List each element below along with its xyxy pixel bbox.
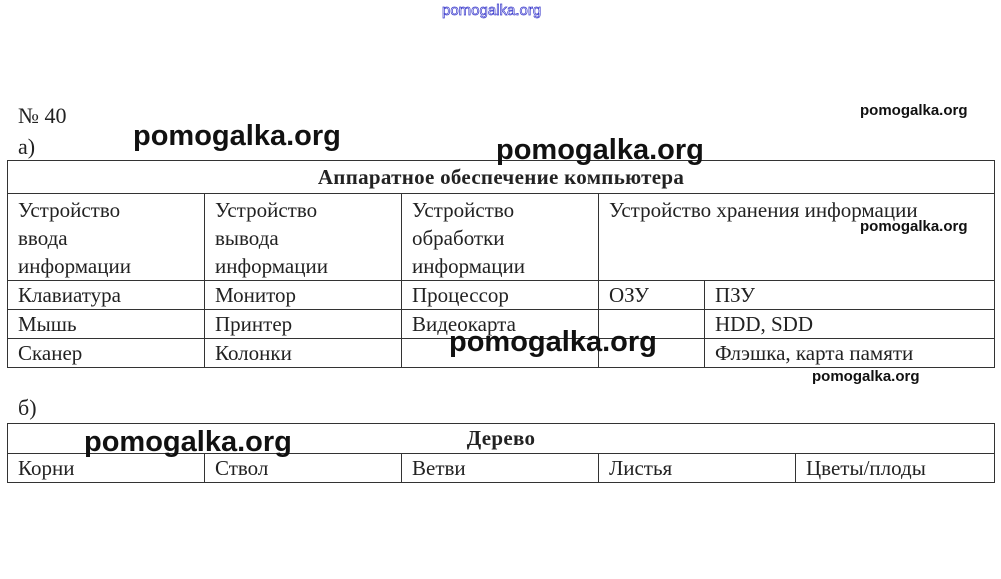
header-output-devices: Устройство вывода информации xyxy=(205,194,402,281)
task-number: № 40 xyxy=(18,103,67,128)
table-cell: Ствол xyxy=(205,454,402,483)
part-b-label: б) xyxy=(18,395,37,420)
top-watermark: pomogalka.org xyxy=(442,2,542,19)
table-cell: Корни xyxy=(8,454,205,483)
table-cell: Принтер xyxy=(205,310,402,339)
table-cell: Процессор xyxy=(402,281,599,310)
watermark: pomogalka.org xyxy=(449,326,657,358)
watermark: pomogalka.org xyxy=(860,218,968,235)
table-cell: Цветы/плоды xyxy=(796,454,995,483)
table-cell: Ветви xyxy=(402,454,599,483)
header-processing-devices: Устройство обработки информации xyxy=(402,194,599,281)
table-cell: Колонки xyxy=(205,339,402,368)
table-cell: Листья xyxy=(599,454,796,483)
hardware-table-title: Аппаратное обеспечение компьютера xyxy=(8,161,995,194)
table-cell: Флэшка, карта памяти xyxy=(705,339,995,368)
watermark: pomogalka.org xyxy=(133,120,341,152)
watermark: pomogalka.org xyxy=(860,102,968,119)
part-a-label: а) xyxy=(18,134,36,159)
header-input-devices: Устройство ввода информации xyxy=(8,194,205,281)
table-cell: Клавиатура xyxy=(8,281,205,310)
table-cell: Видеокарта xyxy=(402,310,599,339)
table-cell: Сканер xyxy=(8,339,205,368)
watermark: pomogalka.org xyxy=(496,134,704,166)
table-cell: HDD, SDD xyxy=(705,310,995,339)
watermark: pomogalka.org xyxy=(84,426,292,458)
tree-table-title: Дерево xyxy=(8,424,995,454)
watermark: pomogalka.org xyxy=(812,368,920,385)
table-cell: Монитор xyxy=(205,281,402,310)
header-storage-devices: Устройство хранения информации xyxy=(599,194,995,281)
table-cell: ПЗУ xyxy=(705,281,995,310)
table-cell: Мышь xyxy=(8,310,205,339)
table-cell: ОЗУ xyxy=(599,281,705,310)
